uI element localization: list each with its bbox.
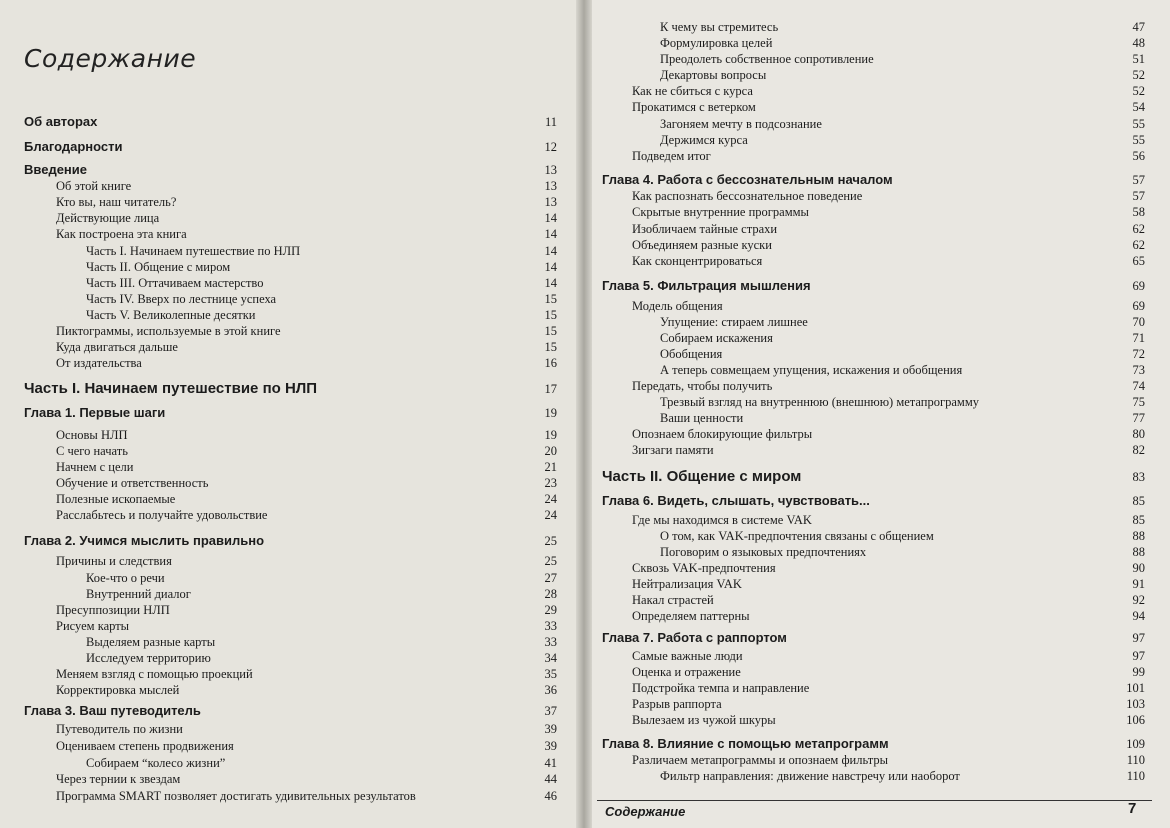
toc-page-number: 92: [1132, 593, 1145, 607]
footer-rule: [597, 800, 1152, 801]
toc-entry: Ваши ценности: [660, 411, 744, 425]
toc-entry: Как не сбиться с курса: [632, 84, 753, 98]
toc-page-number: 97: [1132, 649, 1145, 663]
toc-page-number: 65: [1132, 254, 1145, 268]
toc-page-number: 97: [1132, 631, 1145, 645]
toc-entry: Подведем итог: [632, 149, 711, 163]
toc-page-number: 33: [544, 635, 557, 649]
toc-page-number: 29: [544, 603, 557, 617]
toc-entry: Где мы находимся в системе VAK: [632, 513, 812, 527]
toc-entry: Как распознать бессознательное поведение: [632, 189, 863, 203]
toc-chapter-heading: Об авторах: [24, 114, 98, 129]
toc-entry: Действующие лица: [56, 211, 160, 225]
toc-page-number: 85: [1132, 494, 1145, 508]
toc-page-number: 11: [544, 115, 557, 129]
toc-entry: Часть III. Оттачиваем мастерство: [86, 276, 264, 290]
toc-page-number: 73: [1132, 363, 1145, 377]
toc-page-number: 74: [1132, 379, 1145, 393]
toc-chapter-heading: Глава 1. Первые шаги: [24, 405, 166, 420]
toc-page-number: 13: [544, 163, 557, 177]
toc-part-heading: Часть I. Начинаем путешествие по НЛП: [24, 380, 318, 397]
toc-page-number: 55: [1132, 117, 1145, 131]
toc-entry: Скрытые внутренние программы: [632, 205, 809, 219]
toc-page-number: 62: [1132, 222, 1145, 236]
toc-page-number: 14: [544, 276, 557, 290]
toc-entry: Как сконцентрироваться: [632, 254, 763, 268]
toc-page-number: 24: [544, 492, 557, 506]
toc-page-number: 15: [544, 340, 557, 354]
toc-page-number: 80: [1132, 427, 1145, 441]
toc-entry: А теперь совмещаем упущения, искажения и обобщения: [660, 363, 963, 377]
toc-page-number: 34: [544, 651, 557, 665]
toc-entry: Расслабьтесь и получайте удовольствие: [56, 508, 268, 522]
toc-page-number: 17: [544, 382, 557, 396]
toc-chapter-heading: Глава 2. Учимся мыслить правильно: [24, 533, 265, 548]
toc-page-number: 52: [1132, 84, 1145, 98]
book-spine: [576, 0, 592, 828]
toc-entry: Подстройка темпа и направление: [632, 681, 810, 695]
toc-page-number: 28: [544, 587, 557, 601]
toc-page-number: 82: [1132, 443, 1145, 457]
toc-entry: Корректировка мыслей: [56, 683, 180, 697]
toc-page-number: 33: [544, 619, 557, 633]
toc-page-number: 25: [544, 554, 557, 568]
toc-entry: Опознаем блокирующие фильтры: [632, 427, 813, 441]
toc-entry: Держимся курса: [660, 133, 748, 147]
toc-chapter-heading: Глава 4. Работа с бессознательным началом: [602, 172, 893, 187]
toc-entry: К чему вы стремитесь: [660, 20, 779, 34]
footer-label: Содержание: [605, 804, 686, 819]
toc-page-number: 54: [1132, 100, 1145, 114]
toc-page-number: 44: [544, 772, 557, 786]
toc-page-number: 20: [544, 444, 557, 458]
toc-entry: Формулировка целей: [660, 36, 773, 50]
toc-entry: Самые важные люди: [632, 649, 743, 663]
toc-entry: Поговорим о языковых предпочтениях: [660, 545, 867, 559]
toc-page-number: 14: [544, 211, 557, 225]
toc-entry: О том, как VAK-предпочтения связаны с общением: [660, 529, 934, 543]
toc-page-number: 12: [544, 140, 557, 154]
toc-entry: Причины и следствия: [56, 554, 172, 568]
page-number: 7: [1128, 800, 1137, 817]
toc-page-number: 58: [1132, 205, 1145, 219]
toc-page-number: 75: [1132, 395, 1145, 409]
toc-entry: С чего начать: [56, 444, 128, 458]
toc-entry: Исследуем территорию: [86, 651, 211, 665]
toc-page-number: 14: [544, 260, 557, 274]
toc-page-number: 48: [1132, 36, 1145, 50]
toc-entry: Кое-что о речи: [86, 571, 165, 585]
toc-chapter-heading: Глава 3. Ваш путеводитель: [24, 703, 201, 718]
toc-entry: Трезвый взгляд на внутреннюю (внешнюю) метапрограмму: [660, 395, 979, 409]
toc-page-number: 109: [1126, 737, 1145, 751]
toc-page-number: 14: [544, 227, 557, 241]
toc-entry: Меняем взгляд с помощью проекций: [56, 667, 253, 681]
toc-entry: Рисуем карты: [56, 619, 130, 633]
left-page: [0, 0, 583, 828]
toc-entry: Оценка и отражение: [632, 665, 741, 679]
toc-page-number: 15: [544, 292, 557, 306]
toc-entry: Часть II. Общение с миром: [86, 260, 231, 274]
toc-page-number: 85: [1132, 513, 1145, 527]
toc-entry: Основы НЛП: [56, 428, 128, 442]
toc-entry: Выделяем разные карты: [86, 635, 216, 649]
toc-page-number: 72: [1132, 347, 1145, 361]
toc-entry: Загоняем мечту в подсознание: [660, 117, 822, 131]
toc-entry: Оцениваем степень продвижения: [56, 739, 234, 753]
toc-page-number: 15: [544, 308, 557, 322]
toc-entry: Пиктограммы, используемые в этой книге: [56, 324, 281, 338]
toc-page-number: 69: [1132, 299, 1145, 313]
toc-page-number: 91: [1132, 577, 1145, 591]
toc-chapter-heading: Глава 8. Влияние с помощью метапрограмм: [602, 736, 889, 751]
toc-page-number: 110: [1126, 769, 1145, 783]
toc-chapter-heading: Введение: [24, 162, 87, 177]
toc-page-number: 90: [1132, 561, 1145, 575]
toc-page-number: 36: [544, 683, 557, 697]
toc-entry: Как построена эта книга: [56, 227, 187, 241]
toc-page-number: 69: [1132, 279, 1145, 293]
toc-page-number: 83: [1132, 470, 1145, 484]
toc-page-number: 14: [544, 244, 557, 258]
toc-entry: Передать, чтобы получить: [632, 379, 773, 393]
toc-page-number: 41: [544, 756, 557, 770]
toc-page-number: 103: [1126, 697, 1145, 711]
toc-page-number: 56: [1132, 149, 1145, 163]
toc-entry: Модель общения: [632, 299, 723, 313]
toc-entry: Собираем искажения: [660, 331, 773, 345]
toc-page-number: 99: [1132, 665, 1145, 679]
toc-entry: Кто вы, наш читатель?: [56, 195, 177, 209]
toc-entry: Часть V. Великолепные десятки: [86, 308, 256, 322]
toc-entry: Различаем метапрограммы и опознаем фильтры: [632, 753, 888, 767]
toc-entry: Начнем с цели: [56, 460, 134, 474]
toc-entry: Накал страстей: [632, 593, 714, 607]
toc-entry: Через тернии к звездам: [56, 772, 181, 786]
toc-page-number: 25: [544, 534, 557, 548]
toc-page-number: 13: [544, 195, 557, 209]
toc-page-number: 94: [1132, 609, 1145, 623]
toc-page-number: 55: [1132, 133, 1145, 147]
toc-page-number: 57: [1132, 173, 1145, 187]
toc-entry: Преодолеть собственное сопротивление: [660, 52, 874, 66]
toc-page-number: 37: [544, 704, 557, 718]
toc-page-number: 77: [1132, 411, 1145, 425]
toc-page-number: 24: [544, 508, 557, 522]
toc-entry: Нейтрализация VAK: [632, 577, 742, 591]
toc-page-number: 39: [544, 739, 557, 753]
toc-page-number: 19: [544, 406, 557, 420]
toc-entry: Зигзаги памяти: [632, 443, 714, 457]
toc-entry: Обобщения: [660, 347, 723, 361]
right-page: [585, 0, 1170, 828]
toc-page-number: 70: [1132, 315, 1145, 329]
page-title: Содержание: [24, 44, 197, 73]
toc-entry: Путеводитель по жизни: [56, 722, 183, 736]
toc-page-number: 21: [544, 460, 557, 474]
toc-entry: Определяем паттерны: [632, 609, 750, 623]
toc-page-number: 39: [544, 722, 557, 736]
toc-entry: Внутренний диалог: [86, 587, 191, 601]
toc-page-number: 57: [1132, 189, 1145, 203]
toc-entry: Пресуппозиции НЛП: [56, 603, 170, 617]
toc-entry: Куда двигаться дальше: [56, 340, 178, 354]
toc-page-number: 110: [1126, 753, 1145, 767]
toc-page-number: 88: [1132, 529, 1145, 543]
toc-entry: Программа SMART позволяет достигать удивительных результатов: [56, 789, 416, 803]
toc-chapter-heading: Глава 6. Видеть, слышать, чувствовать...: [602, 493, 870, 508]
toc-page-number: 27: [544, 571, 557, 585]
toc-page-number: 52: [1132, 68, 1145, 82]
toc-page-number: 47: [1132, 20, 1145, 34]
toc-page-number: 23: [544, 476, 557, 490]
toc-page-number: 16: [544, 356, 557, 370]
toc-page-number: 51: [1132, 52, 1145, 66]
toc-page-number: 88: [1132, 545, 1145, 559]
toc-entry: Об этой книге: [56, 179, 132, 193]
toc-page-number: 46: [544, 789, 557, 803]
toc-page-number: 35: [544, 667, 557, 681]
toc-page-number: 101: [1126, 681, 1145, 695]
toc-entry: Вылезаем из чужой шкуры: [632, 713, 776, 727]
toc-entry: Часть I. Начинаем путешествие по НЛП: [86, 244, 301, 258]
toc-entry: Объединяем разные куски: [632, 238, 772, 252]
toc-page-number: 106: [1126, 713, 1145, 727]
toc-entry: От издательства: [56, 356, 142, 370]
toc-page-number: 13: [544, 179, 557, 193]
toc-entry: Часть IV. Вверх по лестнице успеха: [86, 292, 277, 306]
toc-entry: Разрыв раппорта: [632, 697, 722, 711]
toc-entry: Прокатимся с ветерком: [632, 100, 756, 114]
toc-page-number: 71: [1132, 331, 1145, 345]
toc-entry: Изобличаем тайные страхи: [632, 222, 778, 236]
toc-entry: Полезные ископаемые: [56, 492, 176, 506]
toc-entry: Фильтр направления: движение навстречу или наоборот: [660, 769, 960, 783]
toc-chapter-heading: Глава 7. Работа с раппортом: [602, 630, 787, 645]
toc-entry: Собираем “колесо жизни”: [86, 756, 226, 770]
toc-entry: Упущение: стираем лишнее: [660, 315, 808, 329]
toc-entry: Сквозь VAK-предпочтения: [632, 561, 776, 575]
toc-entry: Обучение и ответственность: [56, 476, 209, 490]
toc-page-number: 19: [544, 428, 557, 442]
toc-page-number: 62: [1132, 238, 1145, 252]
toc-entry: Декартовы вопросы: [660, 68, 767, 82]
toc-page-number: 15: [544, 324, 557, 338]
toc-part-heading: Часть II. Общение с миром: [602, 468, 802, 485]
toc-chapter-heading: Глава 5. Фильтрация мышления: [602, 278, 811, 293]
toc-chapter-heading: Благодарности: [24, 139, 123, 154]
